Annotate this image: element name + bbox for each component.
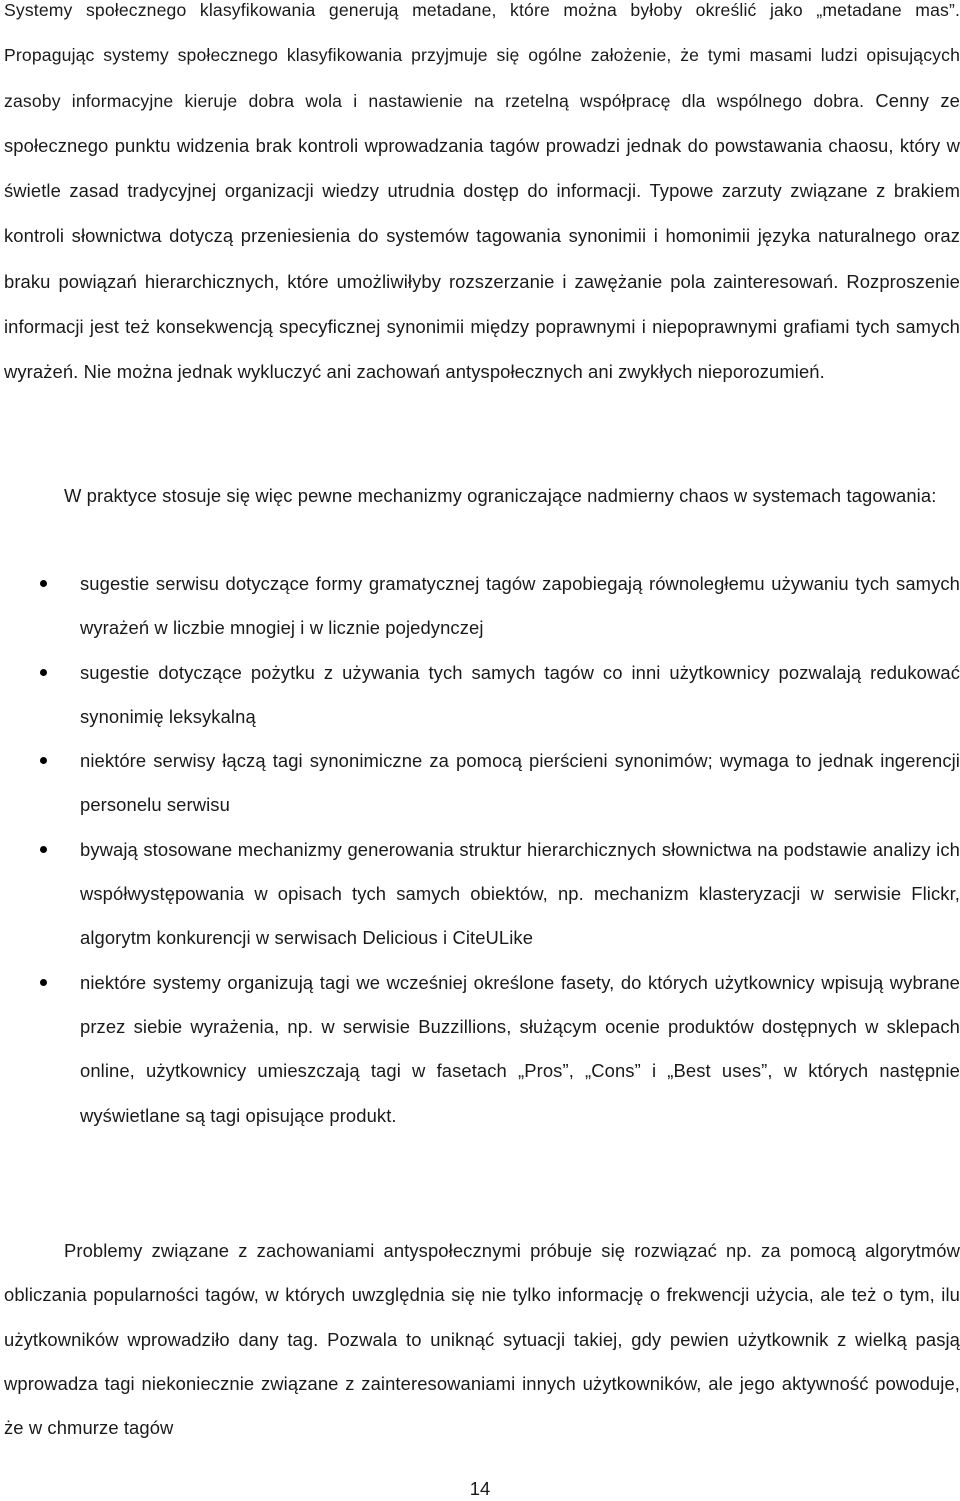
list-item <box>4 651 960 740</box>
paragraph-antisocial-solutions: Problemy związane z zachowaniami antyspołecznymi próbuje się rozwiązać np. za pomocą algorytmów obliczania popularności tagów, w których uwzględnia się nie tylko informację o frekwencji użycia, ale też o tym, ilu użytkowników wprowadziło dany tag. Pozwala to uniknąć sytuacji takiej, gdy pewien użytkownik z wielką pasją wprowadza tagi niekoniecznie związane z zainteresowaniami innych użytkowników, ale jego aktywność powoduje, że w chmurze tagów <box>4 1240 960 1439</box>
list-item <box>4 961 960 1138</box>
page-number: 14 <box>469 1478 491 1499</box>
mechanisms-list <box>4 562 960 1138</box>
list-item-text: bywają stosowane mechanizmy generowania struktur hierarchicznych słownictwa na podstawie analizy ich współwystępowania w opisach tych samych obiektów, np. mechanizm klasteryzacji w serwisie Flickr, algorytm konkurencji w serwisach Delicious i CiteULike <box>80 838 960 949</box>
list-item <box>4 562 960 651</box>
list-item-text: sugestie serwisu dotyczące formy gramatycznej tagów zapobiegają równoległemu używaniu tych samych wyrażeń w liczbie mnogiej i w licznie pojedynczej <box>80 573 960 639</box>
bullet-icon <box>40 757 47 764</box>
bullet-icon <box>40 979 47 986</box>
bullet-icon <box>40 846 47 853</box>
paragraph-metadane-mas <box>4 0 960 396</box>
list-item-text: niektóre systemy organizują tagi we wcześniej określone fasety, do których użytkownicy wpisują wybrane przez siebie wyrażenia, np. w serwisie Buzzillions, służącym ocenie produktów dostępnych w sklepach online, użytkownicy umieszczają tagi w fasetach „Pros”, „Cons” i „Best uses”, w których następnie wyświetlane są tagi opisujące produkt. <box>80 971 960 1126</box>
paragraph-mechanisms-intro: W praktyce stosuje się więc pewne mechanizmy ograniczające nadmierny chaos w systemach tagowania: <box>64 485 937 506</box>
list-item-text: niektóre serwisy łączą tagi synonimiczne za pomocą pierścieni synonimów; wymaga to jednak ingerencji personelu serwisu <box>80 750 960 816</box>
bullet-icon <box>40 669 47 676</box>
paragraph-segment-intro: Systemy społecznego klasyfikowania generują metadane, które można byłoby określić jako „metadane mas”. Propagując systemy społecznego klasyfikowania przyjmuje się ogólne założenie, że tymi masami ludzi opisujących zasoby informacyjne kieruje dobra wola i nastawienie na rzetelną współpracę dla wspólnego dobra. <box>4 0 960 111</box>
list-item-text: sugestie dotyczące pożytku z używania tych samych tagów co inni użytkownicy pozwalają redukować synonimię leksykalną <box>80 661 960 727</box>
list-item <box>4 739 960 828</box>
list-item <box>4 828 960 961</box>
paragraph-segment-critique: Cenny ze społecznego punktu widzenia brak kontroli wprowadzania tagów prowadzi jednak do powstawania chaosu, który w świetle zasad tradycyjnej organizacji wiedzy utrudnia dostęp do informacji. Typowe zarzuty związane z brakiem kontroli słownictwa dotyczą przeniesienia do systemów tagowania synonimii i homonimii języka naturalnego oraz braku powiązań hierarchicznych, które umożliwiłyby rozszerzanie i zawężanie pola zainteresowań. Rozproszenie informacji jest też konsekwencją specyficznej synonimii między poprawnymi i niepoprawnymi grafiami tych samych wyrażeń. Nie można jednak wykluczyć ani zachowań antyspołecznych ani zwykłych nieporozumień. <box>4 89 960 383</box>
bullet-icon <box>40 580 47 587</box>
